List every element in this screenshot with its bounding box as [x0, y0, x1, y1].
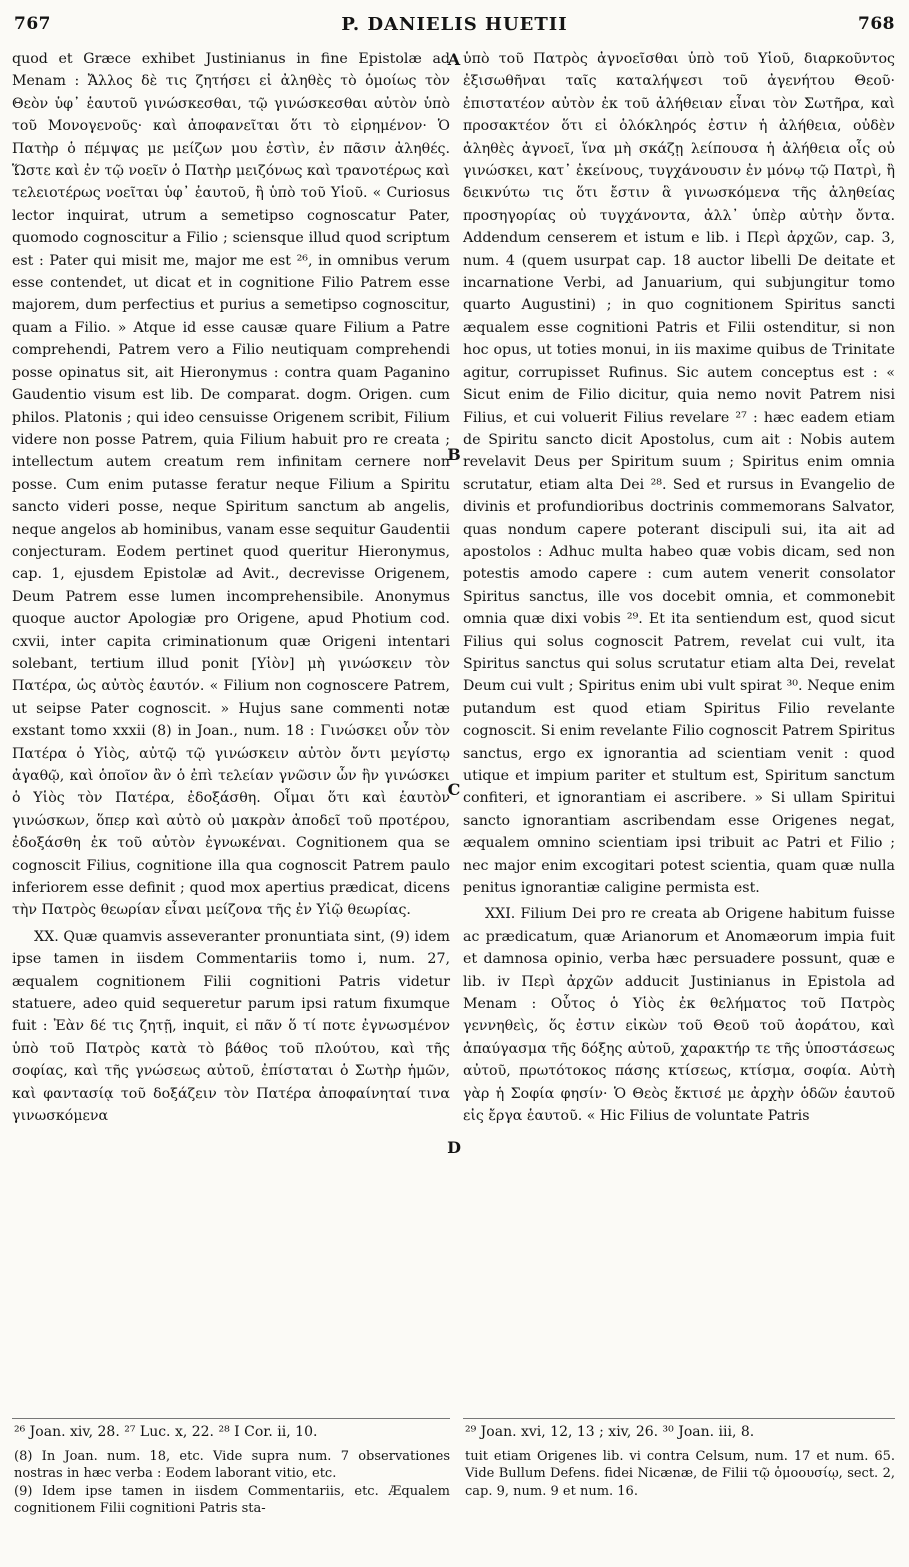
footnote-9-continued: tuit etiam Origenes lib. vi contra Celsum, num. 17 et num. 65. Vide Bullum Defens. fidei Nicænæ, de Filii τῷ ὁμοουσίῳ, sect. 2, cap. 9, num. 9 et num. 16. — [465, 1448, 895, 1499]
footnote-9: (9) Idem ipse tamen in iisdem Commentariis, etc. Æqualem cognitionem Filii cognitioni Patris sta- — [14, 1483, 450, 1516]
margin-letter-d: D — [447, 1138, 461, 1157]
right-paragraph-section-xxi: XXI. Filium Dei pro re creata ab Origene habitum fuisse ac prædicatum, quæ Arianorum et Anomæorum impia fuit et damnosa opinio, verba hæc persuadere possunt, quæ e lib. iv Περὶ ἀρχῶν adducit Justinianus in Epistola ad Menam : Οὗτος ὁ Υἱὸς ἐκ θελήματος τοῦ Πατρὸς γεννηθεὶς, ὅς ἐστιν εἰκὼν τοῦ Θεοῦ τοῦ ἀοράτου, καὶ ἀπαύγασμα τῆς δόξης αὐτοῦ, χαρακτήρ τε τῆς ὑποστάσεως αὐτοῦ, πρωτότοκος πάσης κτίσεως, κτίσμα, σοφία. Αὐτὴ γὰρ ἡ Σοφία φησίν· Ὁ Θεὸς ἔκτισέ με ἀρχὴν ὁδῶν ἑαυτοῦ εἰς ἔργα ἑαυτοῦ. « Hic Filius de voluntate Patris — [463, 906, 895, 1125]
scripture-references-left: ²⁶ Joan. xiv, 28. ²⁷ Luc. x, 22. ²⁸ I Cor. ii, 10. — [14, 1424, 318, 1440]
right-column — [463, 48, 895, 1128]
page-number-left: 767 — [14, 14, 51, 34]
footnote-rule-left — [12, 1418, 450, 1419]
page-number-right: 768 — [857, 14, 895, 34]
right-paragraph-1: ὑπὸ τοῦ Πατρὸς ἀγνοεῖσθαι ὑπὸ τοῦ Υἱοῦ, διαρκοῦντος ἐξισωθῆναι ταῖς καταλήψεσι τοῦ ἀγενήτου Θεοῦ· ἐπιστατέον αὐτὸν ἐκ τοῦ ἀλήθειαν εἶναι τὸν Σωτῆρα, καὶ προσακτέον ὅτι εἰ ὁλόκληρός ἐστιν ἡ ἀλήθεια, οὐδὲν ἀληθὲς ἀγνοεῖ, ἵνα μὴ σκάζῃ λείπουσα ἡ ἀλήθεια οἷς οὐ γινώσκει, κατ᾽ ἐκείνους, τυγχάνουσιν ἐν μόνῳ τῷ Πατρὶ, ἢ δεικνύτω τις ὅτι ἔστιν ἃ γινωσκόμενα τῆς ἀληθείας προσηγορίας οὐ τυγχάνοντα, ἀλλ᾽ ὑπὲρ αὐτὴν ὄντα. Addendum censerem et istum e lib. i Περὶ ἀρχῶν, cap. 3, num. 4 (quem usurpat cap. 18 auctor libelli De deitate et incarnatione Verbi, ad Januarium, qui subjungitur tomo quarto Augustini) ; in quo cognitionem Spiritus sancti æqualem esse cognitioni Patris et Filii ostenditur, si non hoc opus, ut toties monui, in iis maxime quibus de Trinitate agitur, corrupisset Rufinus. Sic autem conceptus est : « Sicut enim de Filio dicitur, quia nemo novit Patrem nisi Filius, et cui voluerit Filius revelare ²⁷ : hæc eadem etiam de Spiritu sancto dicit Apostolus, cum ait : Nobis autem revelavit Deus per Spiritum suum ; Spiritus enim omnia scrutatur, etiam alta Dei ²⁸. Sed et rursus in Evangelio de divinis et profundioribus doctrinis commemorans Salvator, quas nondum capere poterant discipuli sui, ita ait ad apostolos : Adhuc multa habeo quæ vobis dicam, sed non potestis amodo capere : cum autem venerit consolator Spiritus sanctus, ille vos docebit omnia, et commonebit omnia quæ dixi vobis ²⁹. Et ita sentiendum est, quod sicut Filius qui solus cognoscit Patrem, revelat cui vult, ita Spiritus sanctus qui solus scrutatur etiam alta Dei, revelat Deum cui vult ; Spiritus enim ubi vult spirat ³⁰. Neque enim putandum est quod etiam Spiritus Filio revelante cognoscit. Si enim revelante Filio cognoscit Patrem Spiritus sanctus, ergo ex ignorantia ad scientiam venit : quod utique et impium pariter et stultum est, Spiritum sanctum confiteri, et ignorantiam ei ascribere. » Si ullam Spiritui sancto ignorantiam ascribendam esse Origenes negat, æqualem omnino scientiam ipsi tribuit ac Patri et Filio ; nec major enim excogitari potest scientia, quam quæ nulla penitus ignorantiæ caligine permista est. — [463, 51, 895, 897]
page-header — [14, 10, 895, 38]
margin-letter-c: C — [447, 780, 461, 799]
running-title: P. DANIELIS HUETII — [341, 13, 568, 35]
footnote-rule-right — [463, 1418, 895, 1419]
margin-letter-a: A — [447, 50, 461, 69]
margin-letter-b: B — [447, 445, 461, 464]
footnotes-right — [465, 1424, 895, 1500]
left-paragraph-section-xx: XX. Quæ quamvis asseveranter pronuntiata sint, (9) idem ipse tamen in iisdem Commentariis tomo i, num. 27, æqualem cognitionem Filii cognitioni Patris videtur statuere, adeo quid sequeretur parum ipsi ratum fixumque fuit : Ἐὰν δέ τις ζητῇ, inquit, εἰ πᾶν ὅ τί ποτε ἐγνωσμένον ὑπὸ τοῦ Πατρὸς κατὰ τὸ βάθος τοῦ πλούτου, καὶ τῆς σοφίας, καὶ τῆς γνώσεως αὐτοῦ, ἐπίσταται ὁ Σωτὴρ ἡμῶν, καὶ φαντασίᾳ τοῦ δοξάζειν τὸν Πατέρα ἀποφαίνηταί τινα γινωσκόμενα — [12, 928, 450, 1125]
left-column — [12, 48, 450, 1128]
scripture-references-right: ²⁹ Joan. xvi, 12, 13 ; xiv, 26. ³⁰ Joan. iii, 8. — [465, 1424, 755, 1440]
left-paragraph-1: quod et Græce exhibet Justinianus in fine Epistolæ ad Menam : Ἄλλος δὲ τις ζητήσει εἰ ἀληθὲς τὸ ὁμοίως τὸν Θεὸν ὑφ᾽ ἑαυτοῦ γινώσκεσθαι, τῷ γινώσκεσθαι αὐτὸν ὑπὸ τοῦ Μονογενοῦς· καὶ ἀποφανεῖται ὅτι τὸ εἰρημένον· Ὁ Πατὴρ ὁ πέμψας με μείζων μου ἐστὶν, ἐν πᾶσιν ἀληθές. Ὥστε καὶ ἐν τῷ νοεῖν ὁ Πατὴρ μειζόνως καὶ τρανοτέρως καὶ τελειοτέρως νοεῖται ὑφ᾽ ἑαυτοῦ, ἢ ὑπὸ τοῦ Υἱοῦ. « Curiosus lector inquirat, utrum a semetipso cognoscatur Pater, quomodo cognoscitur a Filio ; sciensque illud quod scriptum est : Pater qui misit me, major me est ²⁶, in omnibus verum esse contendet, ut dicat et in cognitione Filio Patrem esse majorem, dum perfectius et purius a semetipso cognoscitur, quam a Filio. » Atque id esse causæ quare Filium a Patre comprehendi, Patrem vero a Filio neutiquam comprehendi posse opinatus sit, ait Hieronymus : contra quam Paganino Gaudentio visum est lib. De comparat. dogm. Origen. cum philos. Platonis ; qui ideo censuisse Origenem scribit, Filium videre non posse Patrem, quia Filium habuit pro re creata ; intellectum autem creatum rem infinitam cernere non posse. Cum enim putasse feratur neque Filium a Spiritu sancto videri posse, neque Spiritum sanctum ab angelis, neque angelos ab hominibus, vanam esse sequitur Gaudentii conjecturam. Eodem pertinet quod queritur Hieronymus, cap. 1, ejusdem Epistolæ ad Avit., decrevisse Origenem, Deum Patrem esse lumen incomprehensibile. Anonymus quoque auctor Apologiæ pro Origene, apud Photium cod. cxvii, inter capita criminationum quæ Origeni intentari solebant, tertium illud ponit [Υἱὸν] μὴ γινώσκειν τὸν Πατέρα, ὡς αὐτὸς ἑαυτόν. « Filium non cognoscere Patrem, ut seipse Pater cognoscit. » Hujus sane commenti notæ exstant tomo xxxii (8) in Joan., num. 18 : Γινώσκει οὖν τὸν Πατέρα ὁ Υἱὸς, αὐτῷ τῷ γινώσκειν αὐτὸν ὄντι μεγίστῳ ἀγαθῷ, καὶ ὁποῖον ἂν ὁ ἐπὶ τελείαν γνῶσιν ὧν ἣν γινώσκει ὁ Υἱὸς τὸν Πατέρα, ἐδοξάσθη. Οἶμαι ὅτι καὶ ἑαυτὸν γινώσκων, ὅπερ καὶ αὐτὸ οὐ μακρὰν ἀποδεῖ τοῦ προτέρου, ἐδοξάσθη ἐκ τοῦ αὐτὸν ἐγνωκέναι. Cognitionem qua se cognoscit Filius, cognitione illa qua cognoscit Patrem paulo inferiorem esse definit ; quod mox apertius prædicat, dicens τὴν Πατρὸς θεωρίαν εἶναι μείζονα τῆς ἐν Υἱῷ θεωρίας. — [12, 51, 450, 919]
footnote-8: (8) In Joan. num. 18, etc. Vide supra num. 7 observationes nostras in hæc verba : Eodem laborant vitio, etc. — [14, 1448, 450, 1481]
footnotes-left — [14, 1424, 450, 1518]
